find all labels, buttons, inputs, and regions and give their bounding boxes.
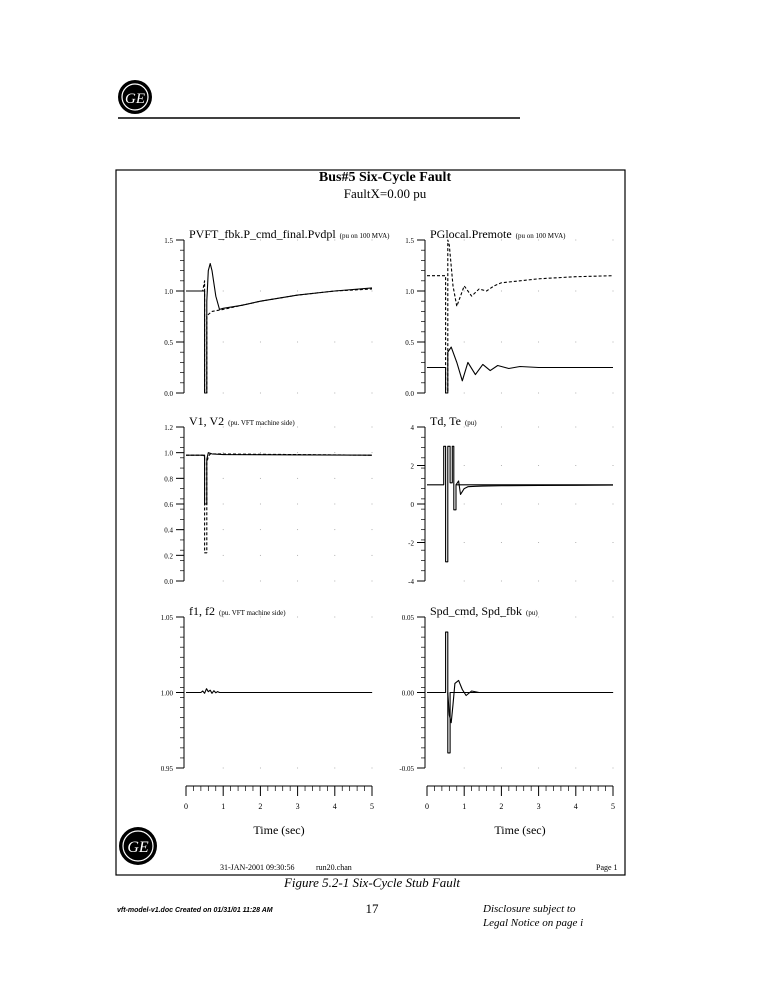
grid-dot [464, 465, 465, 466]
grid-dot [223, 768, 224, 769]
grid-dot [613, 240, 614, 241]
series-line-1 [427, 446, 613, 562]
grid-dot [223, 581, 224, 582]
y-tick-label: 0 [410, 501, 414, 509]
ge-logo-header [118, 80, 152, 114]
grid-dot [464, 542, 465, 543]
x-tick-label: 3 [295, 802, 300, 811]
series-line-1 [186, 689, 372, 694]
grid-dot [501, 581, 502, 582]
grid-dot [297, 427, 298, 428]
grid-dot [538, 291, 539, 292]
grid-dot [464, 768, 465, 769]
x-tick-label: 0 [425, 802, 429, 811]
panel-title-main: Td, Te [430, 414, 461, 428]
panel-title [430, 604, 538, 618]
y-tick-label: 1.0 [164, 449, 173, 458]
y-tick-label: 0.5 [164, 339, 173, 347]
figure-subtitle: FaultX=0.00 pu [343, 186, 427, 201]
y-tick-label: -4 [408, 578, 414, 586]
grid-dot [575, 768, 576, 769]
grid-dot [613, 504, 614, 505]
panel-p2 [405, 227, 613, 398]
x-tick-label: 2 [499, 802, 504, 811]
grid-dot [372, 581, 373, 582]
grid-dot [223, 504, 224, 505]
grid-dot [372, 452, 373, 453]
x-tick-label: 5 [611, 802, 615, 811]
grid-dot [223, 478, 224, 479]
grid-dot [613, 291, 614, 292]
doc-page-number: 17 [365, 901, 379, 916]
grid-dot [372, 529, 373, 530]
y-tick-label: 1.5 [405, 237, 414, 245]
grid-dot [613, 393, 614, 394]
grid-dot [334, 393, 335, 394]
grid-dot [613, 342, 614, 343]
grid-dot [297, 291, 298, 292]
grid-dot [297, 768, 298, 769]
x-axis-right [425, 786, 615, 811]
figure-frame [116, 170, 625, 875]
grid-dot [575, 393, 576, 394]
grid-dot [372, 342, 373, 343]
grid-dot [613, 768, 614, 769]
grid-dot [464, 342, 465, 343]
grid-dot [297, 342, 298, 343]
grid-dot [575, 617, 576, 618]
y-tick-label: 0.6 [164, 501, 173, 509]
grid-dot [501, 768, 502, 769]
grid-dot [575, 581, 576, 582]
grid-dot [372, 504, 373, 505]
grid-dot [297, 581, 298, 582]
y-tick-label: 0.00 [401, 689, 414, 698]
x-axis-label-right: Time (sec) [494, 823, 546, 837]
y-tick-label: 1.2 [164, 424, 173, 432]
ge-logo-figure [119, 827, 157, 865]
grid-dot [538, 768, 539, 769]
plot-area [161, 227, 614, 773]
y-tick-label: 4 [410, 424, 414, 432]
grid-dot [297, 529, 298, 530]
y-tick-label: 0.0 [164, 390, 173, 398]
grid-dot [575, 342, 576, 343]
grid-dot [501, 342, 502, 343]
grid-dot [501, 427, 502, 428]
x-axes [184, 786, 615, 811]
series-line-1 [186, 454, 372, 553]
series-line-2 [427, 347, 613, 393]
grid-dot [464, 581, 465, 582]
grid-dot [334, 529, 335, 530]
panel-title-main: Spd_cmd, Spd_fbk [430, 604, 523, 618]
figure-title: Bus#5 Six-Cycle Fault [318, 170, 452, 185]
panel-title-note: (pu on 100 MVA) [515, 232, 566, 240]
grid-dot [334, 478, 335, 479]
x-tick-label: 1 [462, 802, 467, 811]
y-tick-label: -2 [408, 539, 414, 548]
grid-dot [538, 393, 539, 394]
grid-dot [501, 291, 502, 292]
x-tick-label: 4 [573, 802, 578, 811]
panel-title [189, 227, 390, 241]
grid-dot [372, 478, 373, 479]
grid-dot [260, 478, 261, 479]
panel-p3 [164, 414, 372, 586]
grid-dot [538, 465, 539, 466]
panel-p5 [161, 604, 373, 773]
y-tick-label: 1.0 [164, 288, 173, 296]
y-tick-label: 1.5 [164, 237, 173, 245]
grid-dot [260, 768, 261, 769]
grid-dot [613, 542, 614, 543]
grid-dot [372, 617, 373, 618]
grid-dot [223, 529, 224, 530]
panel-title-note: (pu) [526, 609, 538, 617]
series-line-2 [448, 680, 613, 722]
grid-dot [223, 452, 224, 453]
grid-dot [297, 555, 298, 556]
y-tick-label: 0.5 [405, 339, 414, 347]
y-tick-label: 0.95 [160, 765, 173, 773]
grid-dot [464, 504, 465, 505]
panel-title [430, 227, 566, 241]
grid-dot [334, 452, 335, 453]
grid-dot [260, 504, 261, 505]
y-tick-label: 0.05 [401, 614, 414, 622]
panel-title-note: (pu on 100 MVA) [339, 232, 390, 240]
x-tick-label: 4 [332, 802, 337, 811]
panel-p4 [408, 414, 613, 586]
grid-dot [334, 427, 335, 428]
grid-dot [464, 291, 465, 292]
grid-dot [334, 342, 335, 343]
panel-title-note: (pu) [464, 419, 477, 427]
grid-dot [501, 504, 502, 505]
panel-title-note: (pu. VFT machine side) [219, 609, 286, 617]
grid-dot [538, 504, 539, 505]
panel-p6 [399, 604, 613, 773]
grid-dot [538, 617, 539, 618]
grid-dot [334, 768, 335, 769]
grid-dot [223, 393, 224, 394]
grid-dot [260, 581, 261, 582]
panel-title-main: V1, V2 [189, 414, 225, 428]
grid-dot [260, 555, 261, 556]
grid-dot [613, 581, 614, 582]
grid-dot [334, 617, 335, 618]
y-tick-label: 0.8 [164, 475, 173, 484]
panel-title-main: f1, f2 [189, 604, 215, 618]
y-tick-label: 1.05 [160, 614, 173, 622]
y-tick-label: -0.05 [399, 765, 414, 773]
y-tick-label: 1.0 [405, 288, 414, 296]
panel-title-main: PVFT_fbk.P_cmd_final.Pvdpl [189, 227, 336, 241]
grid-dot [538, 342, 539, 343]
grid-dot [260, 291, 261, 292]
x-tick-label: 1 [221, 802, 226, 811]
grid-dot [260, 452, 261, 453]
y-tick-label: 1.00 [160, 689, 173, 698]
grid-dot [372, 768, 373, 769]
grid-dot [575, 240, 576, 241]
grid-dot [613, 427, 614, 428]
grid-dot [538, 581, 539, 582]
logo-text: GE [125, 91, 145, 107]
grid-dot [575, 427, 576, 428]
grid-dot [297, 452, 298, 453]
panel-title [189, 604, 286, 618]
panel-title [430, 414, 477, 428]
grid-dot [464, 393, 465, 394]
grid-dot [297, 393, 298, 394]
grid-dot [260, 342, 261, 343]
series-line-2 [456, 481, 613, 495]
footer-file: run20.chan [316, 863, 352, 872]
panel-title-note: (pu. VFT machine side) [228, 419, 295, 427]
grid-dot [297, 478, 298, 479]
y-tick-label: 0.2 [164, 552, 173, 561]
grid-dot [297, 504, 298, 505]
footer-timestamp: 31-JAN-2001 09:30:56 [220, 863, 295, 872]
grid-dot [538, 542, 539, 543]
x-tick-label: 5 [370, 802, 374, 811]
x-axis-label-left: Time (sec) [253, 823, 305, 837]
grid-dot [297, 617, 298, 618]
grid-dot [372, 393, 373, 394]
grid-dot [334, 555, 335, 556]
y-tick-label: 0.0 [405, 390, 414, 398]
doc-footer-disclosure: Disclosure subject to [483, 903, 576, 915]
grid-dot [372, 555, 373, 556]
series-line-1 [427, 240, 613, 393]
doc-footer-legal: Legal Notice on page i [483, 917, 584, 929]
grid-dot [575, 291, 576, 292]
grid-dot [501, 542, 502, 543]
grid-dot [575, 504, 576, 505]
grid-dot [575, 542, 576, 543]
x-tick-label: 0 [184, 802, 188, 811]
grid-dot [372, 427, 373, 428]
x-tick-label: 3 [536, 802, 541, 811]
figure-caption: Figure 5.2-1 Six-Cycle Stub Fault [283, 875, 461, 890]
grid-dot [613, 465, 614, 466]
panel-title-main: PGlocal.Premote [430, 227, 512, 241]
y-tick-label: 2 [410, 462, 414, 471]
x-axis-left [184, 786, 374, 811]
grid-dot [613, 617, 614, 618]
doc-footer-left: vft-model-v1.doc Created on 01/31/01 11:28 AM [117, 907, 273, 914]
grid-dot [260, 393, 261, 394]
grid-dot [334, 581, 335, 582]
grid-dot [372, 291, 373, 292]
grid-dot [575, 465, 576, 466]
grid-dot [501, 465, 502, 466]
logo-text-figure: GE [127, 839, 149, 856]
grid-dot [260, 529, 261, 530]
y-tick-label: 0.4 [164, 526, 173, 535]
x-tick-label: 2 [258, 802, 263, 811]
grid-dot [223, 342, 224, 343]
panel-p1 [164, 227, 390, 398]
grid-dot [334, 504, 335, 505]
series-line-2 [186, 264, 372, 394]
grid-dot [223, 555, 224, 556]
footer-page: Page 1 [596, 863, 618, 872]
y-tick-label: 0.0 [164, 578, 173, 586]
series-line-2 [186, 453, 372, 504]
grid-dot [501, 393, 502, 394]
panel-title [189, 414, 295, 428]
grid-dot [223, 291, 224, 292]
grid-dot [538, 427, 539, 428]
